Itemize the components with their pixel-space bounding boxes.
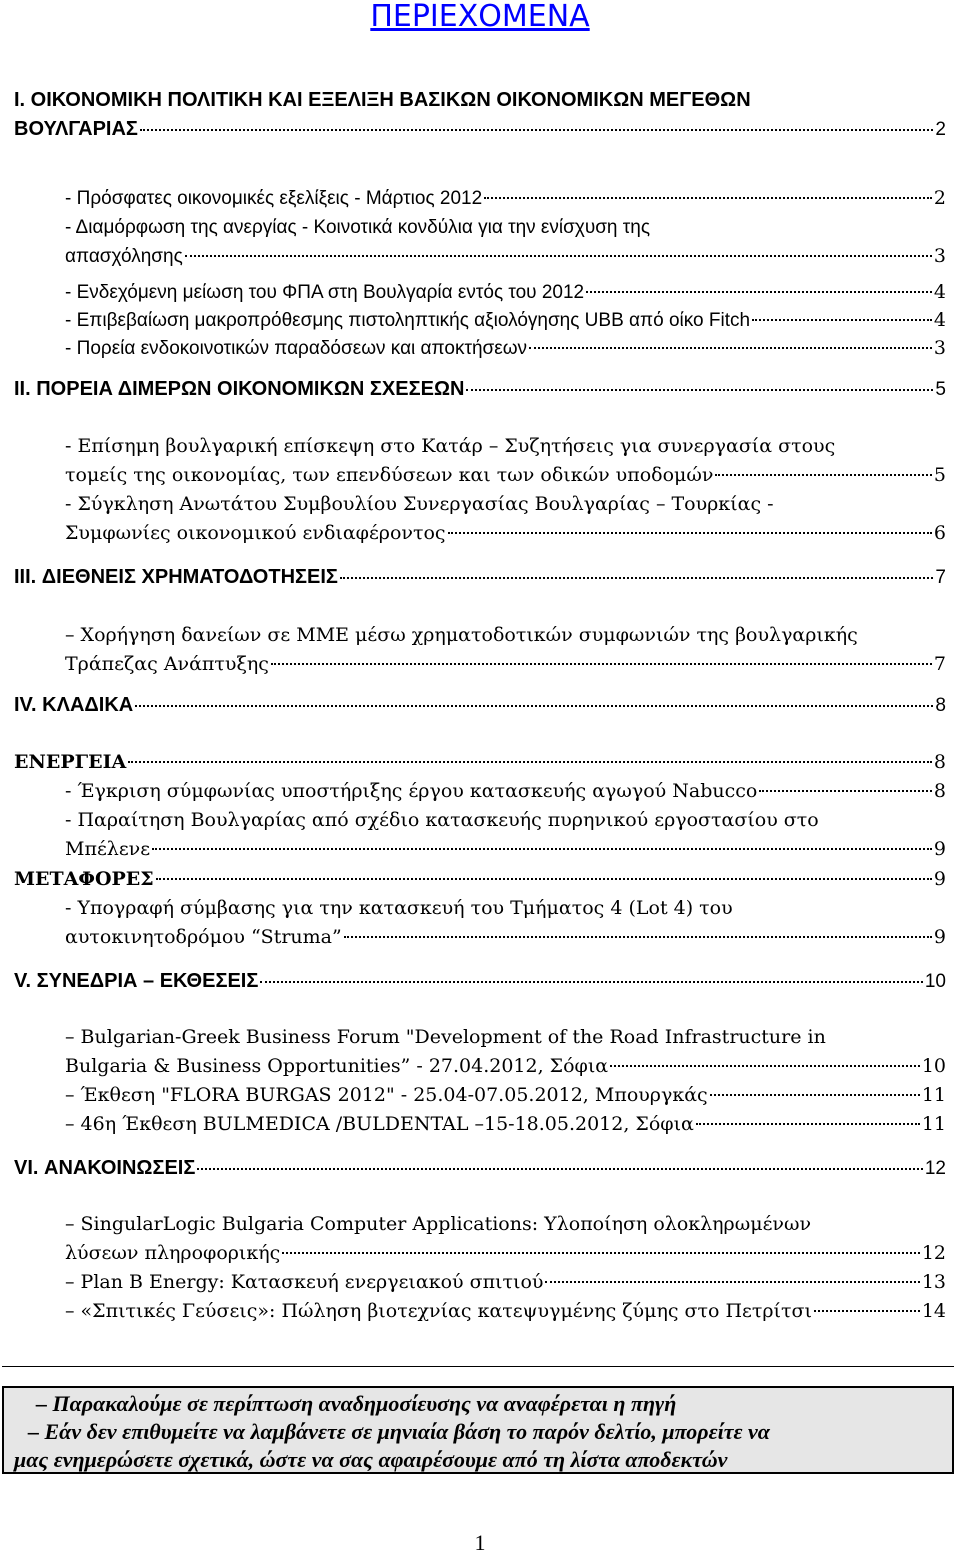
page-title: ΠΕΡΙΕΧΟΜΕΝΑ: [370, 0, 590, 34]
toc-page-number: 2: [935, 119, 946, 140]
toc-page-number: 4: [933, 281, 946, 303]
toc-page-number: 3: [933, 245, 946, 267]
toc-entry-label: - Παραίτηση Βουλγαρίας από σχέδιο κατασκευής πυρηνικού εργοστασίου στο: [65, 809, 819, 831]
toc-entry[interactable]: [65, 334, 946, 363]
toc-entry[interactable]: [65, 894, 946, 952]
toc-page-number: 7: [935, 567, 946, 588]
leader-dots: [156, 878, 932, 880]
toc-entry[interactable]: [65, 1210, 946, 1268]
toc-section-5[interactable]: [14, 967, 946, 996]
toc-subsection-transport[interactable]: [14, 865, 946, 894]
toc-page-number: 8: [935, 695, 946, 716]
toc-entry-label-cont: Μπέλενε: [65, 838, 151, 860]
leader-dots: [128, 761, 932, 763]
leader-dots: [545, 1281, 919, 1283]
toc-section-1[interactable]: [14, 86, 946, 144]
leader-dots: [586, 291, 932, 293]
leader-dots: [344, 936, 932, 938]
toc-entry[interactable]: [65, 621, 946, 679]
toc-section-label: VI. ΑΝΑΚΟΙΝΩΣΕΙΣ: [14, 1157, 196, 1179]
toc-page-number: 12: [924, 1158, 946, 1179]
toc-page-number: 9: [933, 926, 946, 948]
toc-entry-label-cont: τομείς της οικονομίας, των επενδύσεων και των οδικών υποδομών: [65, 464, 714, 486]
toc-entry[interactable]: [65, 1023, 946, 1081]
toc-page-number: 3: [933, 337, 946, 359]
leader-dots: [135, 705, 933, 707]
notice-line-1: – Παρακαλούμε σε περίπτωση αναδημοσίευσης να αναφέρεται η πηγή: [36, 1391, 677, 1416]
toc-entry[interactable]: [65, 306, 946, 335]
leader-dots: [696, 1123, 920, 1125]
leader-dots: [271, 663, 932, 665]
toc-section-label: IV. ΚΛΑΔΙΚΑ: [14, 694, 134, 716]
toc-entry[interactable]: [65, 777, 946, 806]
toc-entry-label: - Διαμόρφωση της ανεργίας - Κοινοτικά κονδύλια για την ενίσχυση της: [65, 217, 651, 238]
toc-page-number: 10: [924, 971, 946, 992]
toc-entry-label: – Bulgarian-Greek Business Forum "Development of the Road Infrastructure in: [65, 1026, 826, 1048]
leader-dots: [814, 1310, 920, 1312]
toc-page-number: 6: [933, 522, 946, 544]
toc-entry-label: – Χορήγηση δανείων σε ΜΜΕ μέσω χρηματοδοτικών συμφωνιών της βουλγαρικής: [65, 624, 858, 646]
toc-page-number: 11: [921, 1084, 946, 1106]
toc-entry[interactable]: [65, 806, 946, 864]
toc-entry-label: - Σύγκληση Ανωτάτου Συμβουλίου Συνεργασίας Βουλγαρίας – Τουρκίας -: [65, 493, 774, 515]
toc-section-3[interactable]: [14, 563, 946, 592]
toc-section-1-line2: ΒΟΥΛΓΑΡΙΑΣ: [14, 118, 138, 140]
toc-entry-label-cont: αυτοκινητοδρόμου “Struma”: [65, 926, 342, 948]
toc-entry[interactable]: [65, 278, 946, 307]
toc-entry-label-cont: Τράπεζας Ανάπτυξης: [65, 653, 269, 675]
toc-page-number: 14: [921, 1300, 946, 1322]
toc-section-label: V. ΣΥΝΕΔΡΙΑ – ΕΚΘΕΣΕΙΣ: [14, 970, 259, 992]
toc-subsection-energy[interactable]: [14, 748, 946, 777]
leader-dots: [152, 848, 932, 850]
toc-page-number: 9: [933, 868, 946, 890]
toc-entry[interactable]: [65, 1110, 946, 1139]
toc-entry-label-cont: λύσεων πληροφορικής: [65, 1242, 281, 1264]
leader-dots: [710, 1094, 920, 1096]
leader-dots: [185, 255, 932, 257]
leader-dots: [197, 1168, 923, 1170]
toc-entry-label-cont: απασχόλησης: [65, 246, 183, 267]
toc-page-number: 5: [933, 464, 946, 486]
toc-entry-label: - Επιβεβαίωση μακροπρόθεσμης πιστοληπτικής αξιολόγησης UBB από οίκο Fitch: [65, 310, 751, 331]
toc-entry-label: - Επίσημη βουλγαρική επίσκεψη στο Κατάρ – Συζητήσεις για συνεργασία στους: [65, 435, 836, 457]
toc-page-number: 5: [935, 379, 946, 400]
notice-line-3: μας ενημερώσετε σχετικά, ώστε να σας αφαιρέσουμε από τη λίστα αποδεκτών: [14, 1447, 728, 1472]
toc-page-number: 11: [921, 1113, 946, 1135]
leader-dots: [448, 532, 932, 534]
toc-entry-label: - Υπογραφή σύμβασης για την κατασκευή του Τμήματος 4 (Lot 4) του: [65, 897, 733, 919]
toc-entry[interactable]: [65, 213, 946, 271]
toc-entry-label: - Έγκριση σύμφωνίας υποστήριξης έργου κατασκευής αγωγού Nabucco: [65, 780, 758, 802]
toc-page-number: 12: [921, 1242, 946, 1264]
toc-section-6[interactable]: [14, 1154, 946, 1183]
toc-section-4[interactable]: [14, 691, 946, 720]
toc-page-number: 9: [933, 838, 946, 860]
toc-page-number: 7: [933, 653, 946, 675]
toc-entry[interactable]: [65, 432, 946, 490]
toc-entry-label: - Πρόσφατες οικονομικές εξελίξεις - Μάρτιος 2012: [65, 188, 483, 209]
toc-entry-label: – 46η Έκθεση BULMEDICA /BULDENTAL –15-18.05.2012, Σόφια: [65, 1113, 694, 1135]
leader-dots: [752, 319, 932, 321]
leader-dots: [140, 129, 933, 131]
leader-dots: [466, 389, 933, 391]
toc-entry[interactable]: [65, 490, 946, 548]
toc-entry[interactable]: [65, 1081, 946, 1110]
toc-entry[interactable]: [65, 1297, 946, 1326]
toc-entry[interactable]: [65, 1268, 946, 1297]
toc-page-number: 8: [933, 751, 946, 773]
toc-entry-label: - Πορεία ενδοκοινοτικών παραδόσεων και αποκτήσεων: [65, 338, 528, 359]
toc-entry-label: – SingularLogic Bulgaria Computer Applications: Υλοποίηση ολοκληρωμένων: [65, 1213, 812, 1235]
leader-dots: [340, 577, 934, 579]
leader-dots: [610, 1065, 920, 1067]
page-number: 1: [474, 1530, 486, 1555]
toc-entry-label: – «Σπιτικές Γεύσεις»: Πώληση βιοτεχνίας κατεψυγμένης ζύμης στο Πετρίτσι: [65, 1300, 812, 1322]
toc-entry-label-cont: Συμφωνίες οικονομικού ενδιαφέροντος: [65, 522, 446, 544]
toc-page-number: 8: [933, 780, 946, 802]
toc-entry-label: – Plan B Energy: Κατασκευή ενεργειακού σπιτιού: [65, 1271, 544, 1293]
toc-page-number: 13: [921, 1271, 946, 1293]
toc-entry-label: - Ενδεχόμενη μείωση του ΦΠΑ στη Βουλγαρία εντός του 2012: [65, 282, 585, 303]
leader-dots: [484, 197, 932, 199]
toc-section-2[interactable]: [14, 375, 946, 404]
toc-section-1-line1: I. ΟΙΚΟΝΟΜΙΚΗ ΠΟΛΙΤΙΚΗ ΚΑΙ ΕΞΕΛΙΞΗ ΒΑΣΙΚΩΝ ΟΙΚΟΝΟΜΙΚΩΝ ΜΕΓΕΘΩΝ: [14, 89, 751, 111]
toc-page-number: 10: [921, 1055, 946, 1077]
leader-dots: [759, 790, 932, 792]
leader-dots: [529, 347, 932, 349]
toc-subsection-label: ΕΝΕΡΓΕΙΑ: [14, 751, 127, 773]
leader-dots: [260, 981, 923, 983]
leader-dots: [282, 1252, 920, 1254]
toc-section-label: II. ΠΟΡΕΙΑ ΔΙΜΕΡΩΝ ΟΙΚΟΝΟΜΙΚΩΝ ΣΧΕΣΕΩΝ: [14, 378, 465, 400]
toc-entry[interactable]: [65, 184, 946, 213]
notice-line-2: – Εάν δεν επιθυμείτε να λαμβάνετε σε μηνιαία βάση το παρόν δελτίο, μπορείτε να: [28, 1419, 770, 1444]
toc-entry-label-cont: Bulgaria & Business Opportunities” - 27.04.2012, Σόφια: [65, 1055, 609, 1077]
toc-section-label: III. ΔΙΕΘΝΕΙΣ ΧΡΗΜΑΤΟΔΟΤΗΣΕΙΣ: [14, 566, 338, 588]
leader-dots: [715, 474, 931, 476]
divider: [2, 1366, 954, 1367]
toc-entry-label: – Έκθεση "FLORA BURGAS 2012" - 25.04-07.05.2012, Μπουργκάς: [65, 1084, 708, 1106]
notice-box: [2, 1386, 954, 1474]
toc-page-number: 2: [933, 187, 946, 209]
toc-page-number: 4: [933, 309, 946, 331]
toc-subsection-label: ΜΕΤΑΦΟΡΕΣ: [14, 868, 154, 890]
